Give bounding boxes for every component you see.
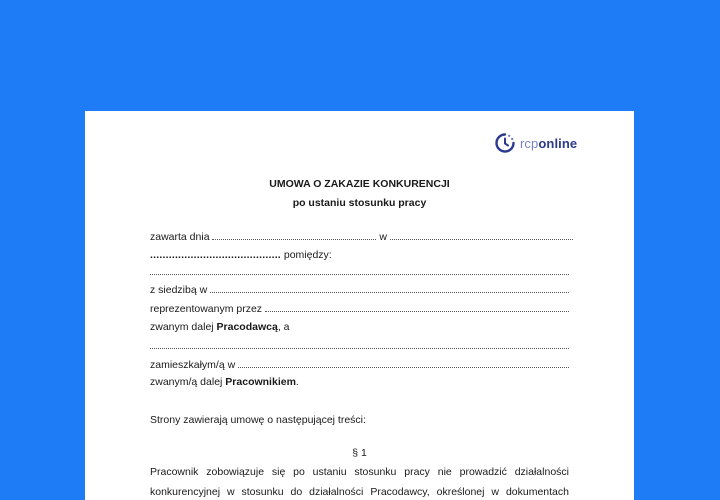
paragraph-line-1: Pracownik zobowiązuje się po ustaniu stosunku pracy nie prowadzić działalności [150, 466, 569, 478]
seat-label: z siedzibą w [150, 284, 208, 296]
residing-blank [238, 358, 569, 368]
employee-line [150, 376, 569, 389]
seat-blank [210, 283, 569, 293]
document-title: UMOWA O ZAKAZIE KONKURENCJI [269, 178, 450, 190]
between-line [150, 249, 569, 262]
employee-term: Pracownikiem [225, 376, 296, 388]
section-sign: § 1 [352, 447, 367, 459]
residing-label: zamieszkałym/ą w [150, 359, 236, 371]
document-page [85, 111, 634, 500]
employer-line [150, 321, 569, 334]
parties-statement: Strony zawierają umowę o następującej treści: [150, 414, 366, 426]
employee-name-blank [150, 339, 569, 349]
between-label: pomiędzy: [283, 249, 332, 261]
logo-text-online: online [538, 135, 578, 151]
seat-line [150, 283, 569, 297]
employer-prefix: zwanym dalej [150, 321, 217, 333]
represented-blank [265, 302, 569, 312]
employer-term: Pracodawcą [216, 321, 278, 333]
represented-line [150, 302, 569, 316]
residing-line [150, 358, 569, 372]
document-subtitle: po ustaniu stosunku pracy [292, 197, 427, 209]
clock-logo-icon [493, 131, 517, 155]
date-place-line [150, 230, 569, 244]
employee-suffix: . [295, 376, 299, 388]
between-dots: .......................................... [150, 249, 281, 261]
employer-suffix: , a [277, 321, 290, 333]
rcponline-logo [493, 131, 577, 155]
employer-name-blank [150, 265, 569, 275]
paragraph-line-2: konkurencyjnej w stosunku do działalności Pracodawcy, określonej w dokumentach [150, 486, 569, 498]
represented-label: reprezentowanym przez [150, 303, 263, 315]
place-label: w [379, 231, 387, 243]
logo-text-rcp: rcp [520, 135, 539, 151]
date-blank [212, 230, 376, 240]
place-blank [390, 230, 573, 240]
date-label: zawarta dnia [150, 231, 210, 243]
employee-prefix: zwanym/ą dalej [150, 376, 226, 388]
